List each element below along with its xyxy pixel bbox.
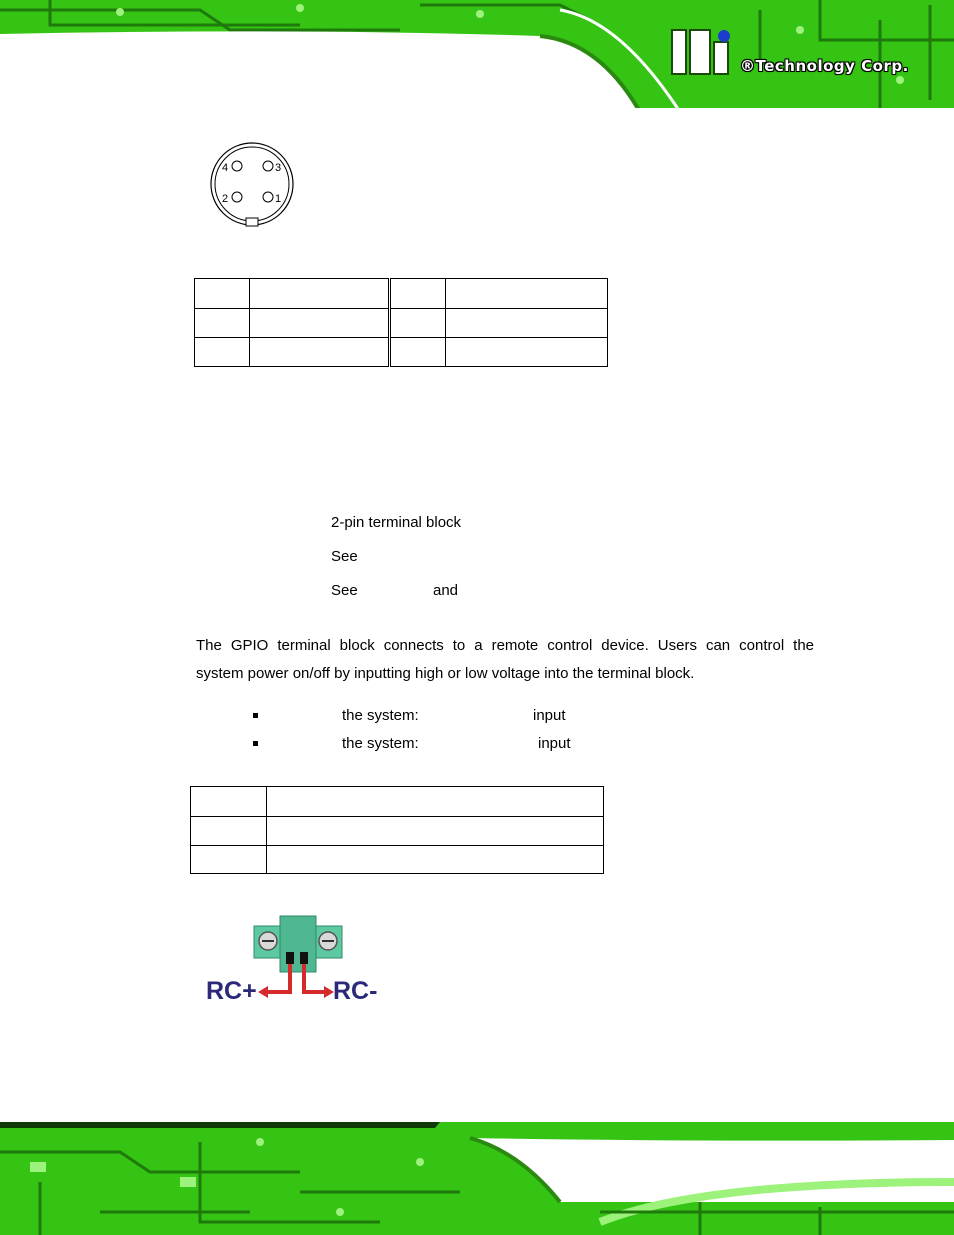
location-see-text: See [331,548,358,565]
bullet-marker [253,713,258,718]
bullet-2-text: the system: [342,735,419,752]
bullet-marker [253,741,258,746]
table-row [191,817,604,846]
bullet-1-value: input [533,707,566,724]
gpio-description [196,632,814,688]
connector-type-value: 2-pin terminal block [331,514,462,531]
footer-pcb-banner [0,1122,954,1235]
bullet-2-value: input [538,735,571,752]
rc-minus-label: RC- [333,977,378,1005]
table-row [191,787,604,817]
pin-label-1: 1 [275,193,282,205]
brand-text: ®Technology Corp. [740,57,909,75]
table-row [195,309,608,338]
table-row [195,279,608,309]
bullet-1-text: the system: [342,707,419,724]
table-row [191,846,604,874]
pin-label-3: 3 [275,162,282,174]
rc-plus-label: RC+ [206,977,257,1005]
description-line-2: system power on/off by inputting high or low voltage into the terminal block. [196,665,695,682]
mini-din-connector-diagram [206,138,298,230]
header-pcb-banner [0,0,954,112]
terminal-pin-table [190,786,604,874]
pinouts-and-text: and [433,582,459,599]
pin-label-4: 4 [222,162,229,174]
pinouts-see-text: See [331,582,358,599]
pinout-table [194,278,608,367]
iei-logo-icon [672,30,730,74]
table-row [195,338,608,367]
pin-label-2: 2 [222,193,229,205]
description-line-1: The GPIO terminal block connects to a remote control device. Users can control the [196,637,814,654]
